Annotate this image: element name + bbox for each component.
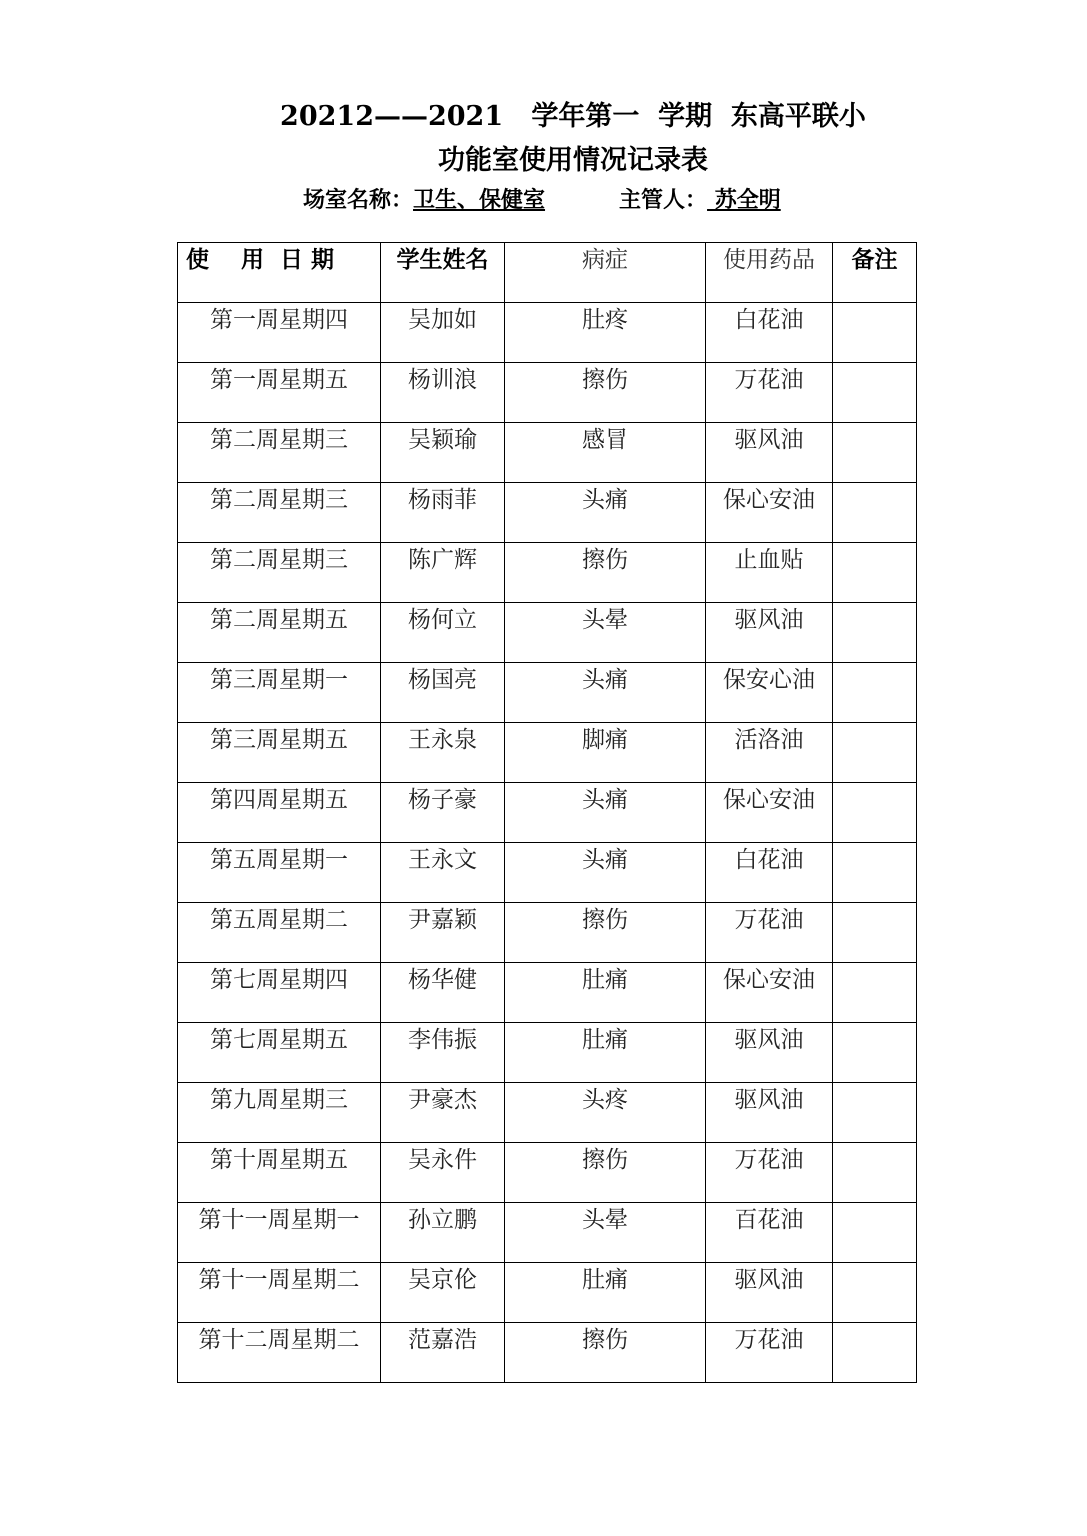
table-row xyxy=(178,303,917,363)
cell-student: 吴加如 xyxy=(381,303,505,363)
cell-symptom: 擦伤 xyxy=(505,903,706,963)
cell-student: 杨何立 xyxy=(381,603,505,663)
cell-remarks xyxy=(833,1023,917,1083)
cell-symptom: 肚痛 xyxy=(505,1263,706,1323)
column-header-symptom: 病症 xyxy=(505,243,706,303)
cell-date: 第十一周星期一 xyxy=(178,1203,381,1263)
cell-date: 第二周星期三 xyxy=(178,543,381,603)
cell-date: 第二周星期五 xyxy=(178,603,381,663)
cell-date: 第一周星期四 xyxy=(178,303,381,363)
cell-student: 王永泉 xyxy=(381,723,505,783)
cell-date: 第九周星期三 xyxy=(178,1083,381,1143)
cell-medicine: 保心安油 xyxy=(706,783,833,843)
table-row xyxy=(178,1323,917,1383)
cell-remarks xyxy=(833,903,917,963)
cell-date: 第二周星期三 xyxy=(178,483,381,543)
document-title: 20212——2021 学年第一 学期 东高平联小 xyxy=(280,101,866,132)
cell-remarks xyxy=(833,1203,917,1263)
table-row xyxy=(178,543,917,603)
cell-date: 第七周星期五 xyxy=(178,1023,381,1083)
cell-medicine: 万花油 xyxy=(706,363,833,423)
cell-student: 杨子豪 xyxy=(381,783,505,843)
cell-remarks xyxy=(833,1323,917,1383)
cell-symptom: 肚痛 xyxy=(505,963,706,1023)
cell-remarks xyxy=(833,723,917,783)
cell-symptom: 头痛 xyxy=(505,843,706,903)
cell-symptom: 擦伤 xyxy=(505,1323,706,1383)
table-row xyxy=(178,843,917,903)
cell-medicine: 保心安油 xyxy=(706,963,833,1023)
table-row xyxy=(178,363,917,423)
room-value: 卫生、保健室 xyxy=(413,187,546,213)
cell-medicine: 驱风油 xyxy=(706,603,833,663)
table-row xyxy=(178,423,917,483)
cell-date: 第十周星期五 xyxy=(178,1143,381,1203)
cell-medicine: 驱风油 xyxy=(706,1263,833,1323)
table-row xyxy=(178,603,917,663)
cell-student: 杨训浪 xyxy=(381,363,505,423)
cell-symptom: 肚疼 xyxy=(505,303,706,363)
cell-date: 第二周星期三 xyxy=(178,423,381,483)
cell-medicine: 驱风油 xyxy=(706,1083,833,1143)
column-header-remarks: 备注 xyxy=(833,243,917,303)
cell-symptom: 头疼 xyxy=(505,1083,706,1143)
cell-student: 陈广辉 xyxy=(381,543,505,603)
table-row xyxy=(178,483,917,543)
cell-student: 李伟振 xyxy=(381,1023,505,1083)
cell-medicine: 驱风油 xyxy=(706,1023,833,1083)
cell-date: 第四周星期五 xyxy=(178,783,381,843)
cell-medicine: 保安心油 xyxy=(706,663,833,723)
table-row xyxy=(178,1023,917,1083)
cell-medicine: 百花油 xyxy=(706,1203,833,1263)
cell-date: 第三周星期一 xyxy=(178,663,381,723)
cell-student: 杨华健 xyxy=(381,963,505,1023)
table-row xyxy=(178,1263,917,1323)
cell-symptom: 肚痛 xyxy=(505,1023,706,1083)
table-header-row xyxy=(178,243,917,303)
record-meta xyxy=(303,183,781,214)
cell-remarks xyxy=(833,423,917,483)
cell-medicine: 万花油 xyxy=(706,1143,833,1203)
cell-date: 第十一周星期二 xyxy=(178,1263,381,1323)
room-label: 场室名称： xyxy=(303,187,414,213)
cell-remarks xyxy=(833,483,917,543)
cell-symptom: 头痛 xyxy=(505,483,706,543)
cell-medicine: 活洛油 xyxy=(706,723,833,783)
cell-symptom: 脚痛 xyxy=(505,723,706,783)
cell-date: 第三周星期五 xyxy=(178,723,381,783)
cell-medicine: 驱风油 xyxy=(706,423,833,483)
cell-remarks xyxy=(833,1083,917,1143)
cell-remarks xyxy=(833,363,917,423)
cell-symptom: 擦伤 xyxy=(505,543,706,603)
cell-student: 范嘉浩 xyxy=(381,1323,505,1383)
cell-medicine: 白花油 xyxy=(706,843,833,903)
cell-student: 杨国亮 xyxy=(381,663,505,723)
cell-remarks xyxy=(833,963,917,1023)
cell-medicine: 止血贴 xyxy=(706,543,833,603)
table-row xyxy=(178,1083,917,1143)
document-subtitle: 功能室使用情况记录表 xyxy=(438,145,708,176)
cell-date: 第十二周星期二 xyxy=(178,1323,381,1383)
cell-student: 孙立鹏 xyxy=(381,1203,505,1263)
cell-medicine: 万花油 xyxy=(706,1323,833,1383)
cell-symptom: 擦伤 xyxy=(505,363,706,423)
table-row xyxy=(178,1143,917,1203)
cell-symptom: 擦伤 xyxy=(505,1143,706,1203)
table-body xyxy=(178,303,917,1383)
column-header-date: 使 用 日 期 xyxy=(178,243,381,303)
manager-label: 主管人： xyxy=(619,187,708,213)
cell-medicine: 保心安油 xyxy=(706,483,833,543)
cell-remarks xyxy=(833,303,917,363)
cell-remarks xyxy=(833,1143,917,1203)
cell-remarks xyxy=(833,543,917,603)
cell-student: 王永文 xyxy=(381,843,505,903)
cell-date: 第一周星期五 xyxy=(178,363,381,423)
cell-symptom: 头晕 xyxy=(505,603,706,663)
manager-value: 苏全明 xyxy=(707,187,781,213)
cell-student: 杨雨菲 xyxy=(381,483,505,543)
column-header-medicine: 使用药品 xyxy=(706,243,833,303)
table-row xyxy=(178,783,917,843)
cell-date: 第五周星期一 xyxy=(178,843,381,903)
cell-date: 第七周星期四 xyxy=(178,963,381,1023)
table-row xyxy=(178,903,917,963)
cell-student: 尹嘉颖 xyxy=(381,903,505,963)
table-row xyxy=(178,963,917,1023)
cell-student: 吴永件 xyxy=(381,1143,505,1203)
column-header-student: 学生姓名 xyxy=(381,243,505,303)
table-row xyxy=(178,723,917,783)
table-row xyxy=(178,1203,917,1263)
cell-student: 吴颖瑜 xyxy=(381,423,505,483)
cell-student: 吴京伦 xyxy=(381,1263,505,1323)
cell-remarks xyxy=(833,843,917,903)
cell-remarks xyxy=(833,1263,917,1323)
usage-log-table xyxy=(177,242,917,1383)
cell-remarks xyxy=(833,783,917,843)
cell-symptom: 头痛 xyxy=(505,783,706,843)
table-row xyxy=(178,663,917,723)
cell-student: 尹豪杰 xyxy=(381,1083,505,1143)
cell-remarks xyxy=(833,663,917,723)
cell-medicine: 万花油 xyxy=(706,903,833,963)
cell-medicine: 白花油 xyxy=(706,303,833,363)
cell-symptom: 头痛 xyxy=(505,663,706,723)
cell-date: 第五周星期二 xyxy=(178,903,381,963)
cell-symptom: 头晕 xyxy=(505,1203,706,1263)
cell-symptom: 感冒 xyxy=(505,423,706,483)
cell-remarks xyxy=(833,603,917,663)
